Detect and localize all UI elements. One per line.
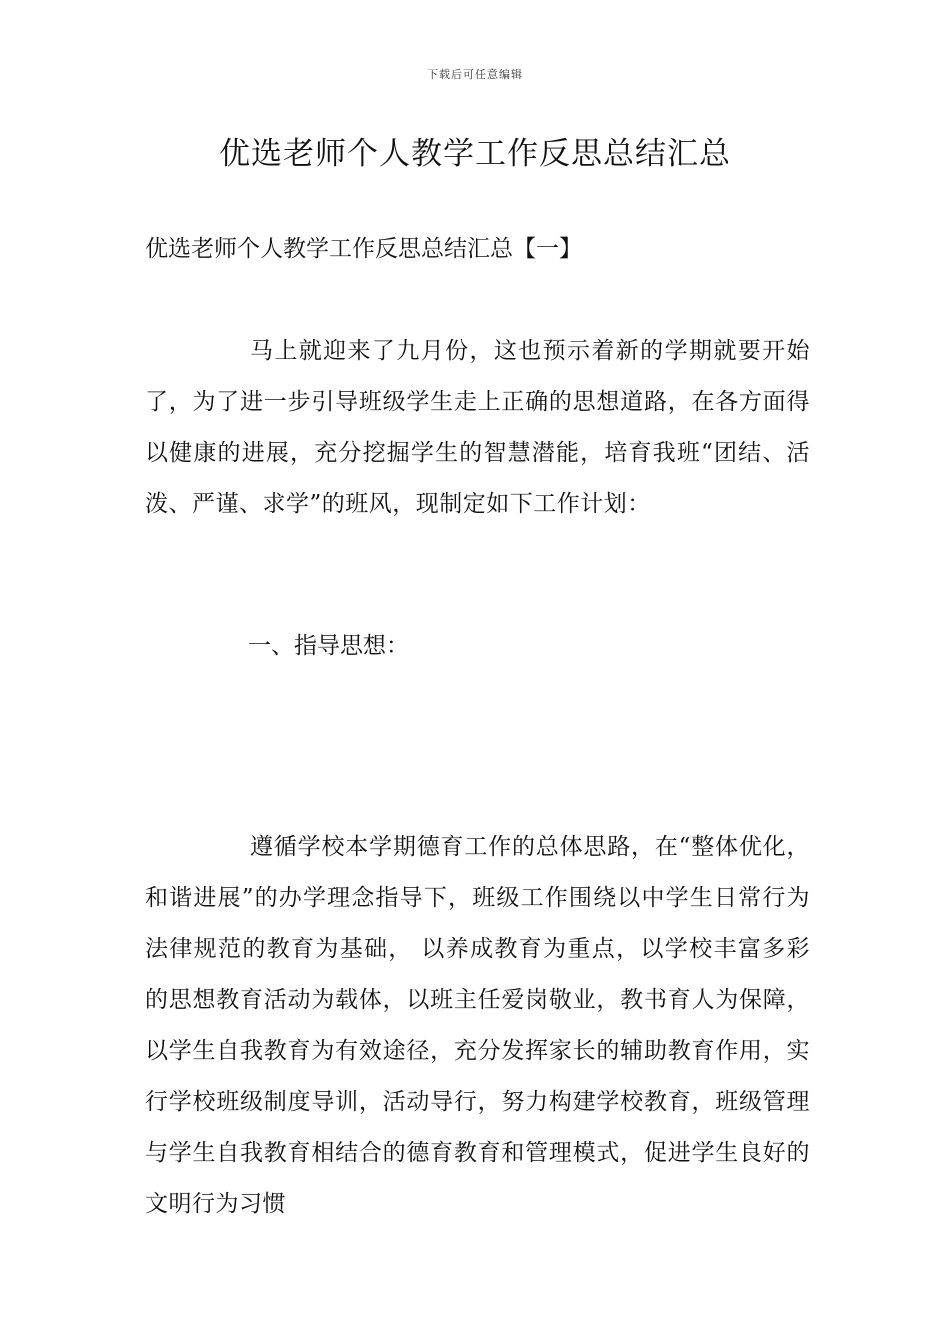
paragraph-intro: 马上就迎来了九月份，这也预示着新的学期就要开始了，为了进一步引导班级学生走上正确的思想道路，在各方面得以健康的进展，充分挖掘学生的智慧潜能，培育我班“团结、活泼、严谨、求学”的班风，现制定如下工作计划：	[145, 338, 810, 517]
document-title: 优选老师个人教学工作反思总结汇总	[219, 136, 731, 172]
paragraph-guiding-thought: 遵循学校本学期德育工作的总体思路，在“整体优化，和谐进展”的办学理念指导下，班级工作围绕以中学生日常行为法律规范的教育为基础， 以养成教育为重点，以学校丰富多彩的思想教育活动为载体，以班主任爱岗敬业，教书育人为保障，以学生自我教育为有效途径，充分发挥家长的辅助教育作用，实行学校班级制度导训，活动导行，努力构建学校教育，班级管理与学生自我教育相结合的德育教育和管理模式，促进学生良好的文明行为习惯	[145, 834, 810, 1217]
header-note: 下载后可任意编辑	[427, 68, 523, 81]
section-title: 优选老师个人教学工作反思总结汇总【一】	[145, 236, 582, 262]
heading-guiding-thought: 一、指导思想：	[248, 633, 409, 659]
